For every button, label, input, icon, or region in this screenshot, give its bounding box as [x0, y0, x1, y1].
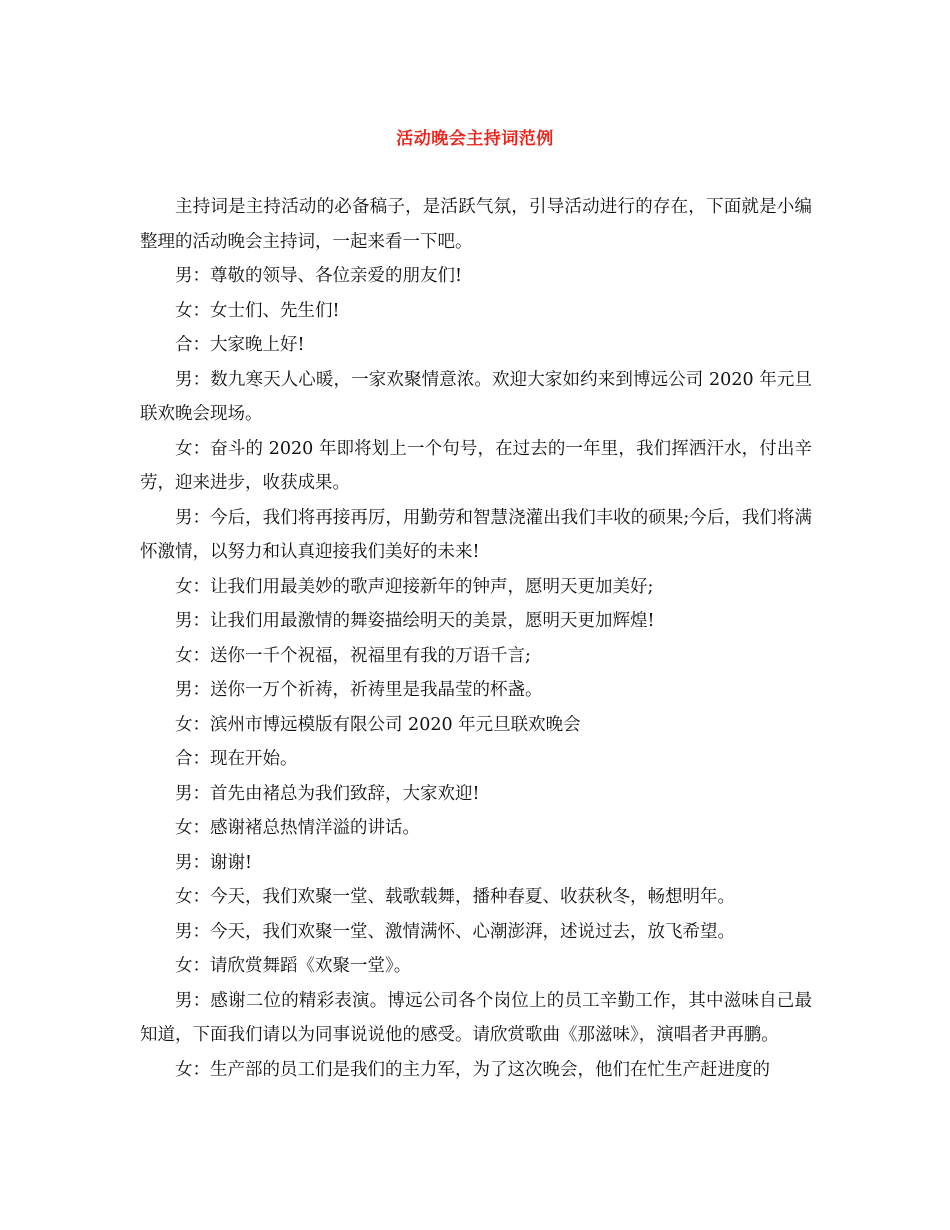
paragraph: 女：奋斗的 2020 年即将划上一个句号，在过去的一年里，我们挥洒汗水，付出辛劳，迎来进步，收获成果。	[140, 438, 812, 493]
paragraph: 女：今天，我们欢聚一堂、载歌载舞，播种春夏、收获秋冬，畅想明年。	[175, 887, 735, 907]
paragraph: 男：让我们用最激情的舞姿描绘明天的美景，愿明天更加辉煌!	[175, 611, 655, 631]
paragraph: 女：感谢褚总热情洋溢的讲话。	[175, 818, 420, 838]
paragraph: 男：送你一万个祈祷，祈祷里是我晶莹的杯盏。	[175, 680, 543, 700]
paragraph: 男：今后，我们将再接再厉，用勤劳和智慧浇灌出我们丰收的硕果;今后，我们将满怀激情，以努力和认真迎接我们美好的未来!	[140, 507, 812, 562]
document-title: 活动晚会主持词范例	[396, 129, 554, 149]
paragraph: 女：滨州市博远模版有限公司 2020 年元旦联欢晚会	[175, 714, 581, 735]
paragraph: 主持词是主持活动的必备稿子，是活跃气氛，引导活动进行的存在，下面就是小编整理的活动晚会主持词，一起来看一下吧。	[140, 197, 812, 252]
paragraph: 女：生产部的员工们是我们的主力军，为了这次晚会，他们在忙生产赶进度的	[175, 1059, 770, 1080]
paragraph: 女：让我们用最美妙的歌声迎接新年的钟声，愿明天更加美好;	[175, 576, 654, 597]
paragraph: 合：现在开始。	[175, 749, 298, 769]
paragraph: 男：今天，我们欢聚一堂、激情满怀、心潮澎湃，述说过去，放飞希望。	[175, 921, 735, 942]
paragraph: 女：送你一千个祝福，祝福里有我的万语千言;	[175, 645, 531, 666]
paragraph: 男：谢谢!	[175, 852, 253, 873]
paragraph: 男：首先由褚总为我们致辞，大家欢迎!	[175, 783, 480, 804]
paragraph: 女：请欣赏舞蹈《欢聚一堂》。	[175, 956, 412, 976]
paragraph: 男：尊敬的领导、各位亲爱的朋友们!	[175, 266, 463, 286]
document-body	[140, 190, 812, 1087]
paragraph: 合：大家晚上好!	[175, 335, 305, 355]
paragraph: 男：感谢二位的精彩表演。博远公司各个岗位上的员工辛勤工作，其中滋味自己最知道，下面我们请以为同事说说他的感受。请欣赏歌曲《那滋味》，演唱者尹再鹏。	[140, 990, 812, 1045]
paragraph: 女：女士们、先生们!	[175, 300, 340, 321]
paragraph: 男：数九寒天人心暖，一家欢聚情意浓。欢迎大家如约来到博远公司 2020 年元旦联欢晚会现场。	[140, 369, 812, 424]
